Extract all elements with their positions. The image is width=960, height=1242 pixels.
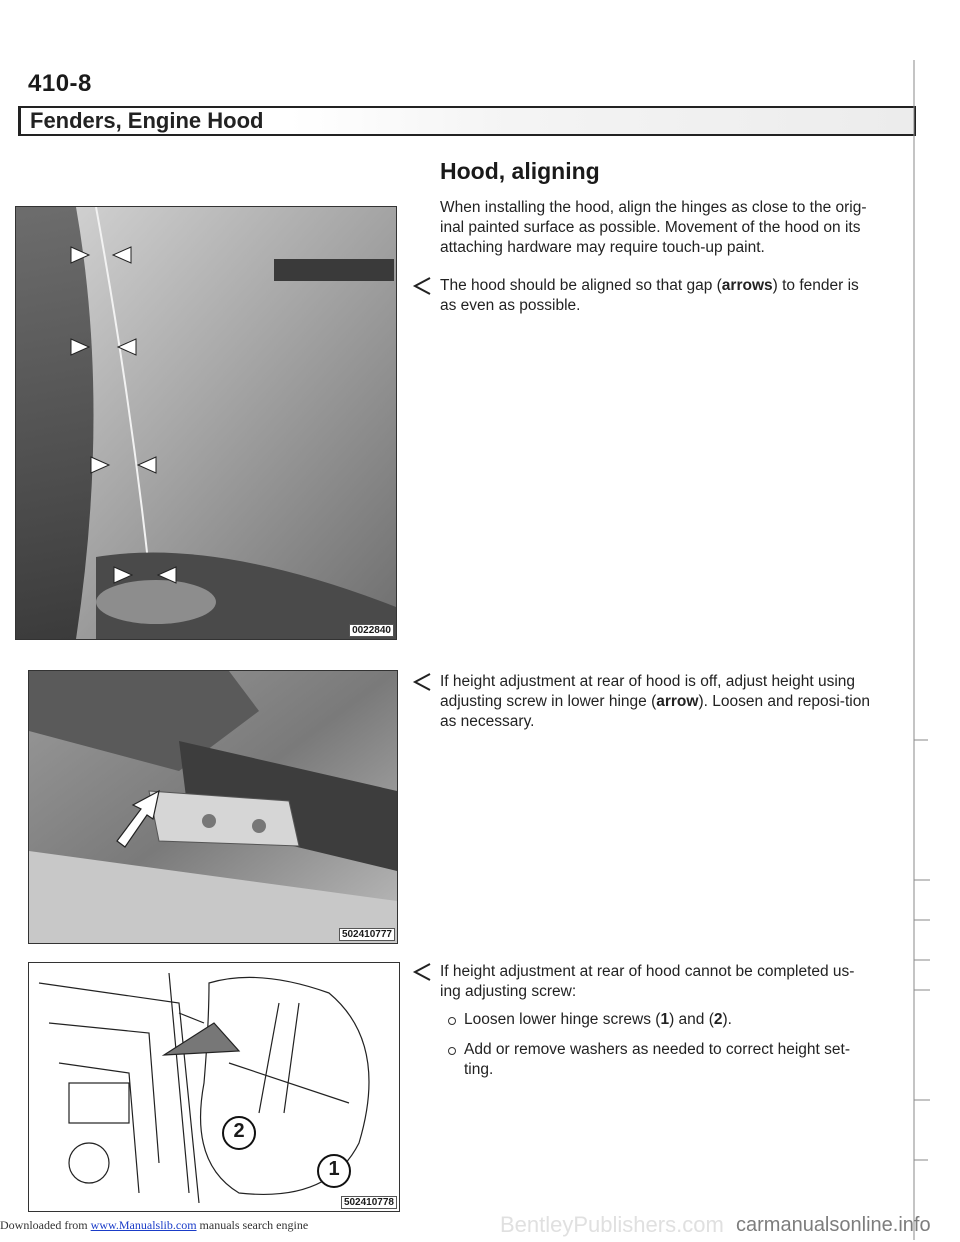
site-watermark: carmanualsonline.info bbox=[736, 1214, 931, 1236]
intro-paragraph: When installing the hood, align the hinges as close to the orig-inal painted surface as possible. Movement of the hood on its attaching hardware may require touch-up paint. bbox=[440, 199, 867, 256]
callout-1-label: 1 bbox=[328, 1158, 340, 1180]
step-height-adjust bbox=[440, 672, 872, 732]
step-washers bbox=[440, 962, 872, 1002]
step2-text-after: ). Loosen and reposi-tion as necessary. bbox=[440, 693, 870, 730]
hood-gap-photo-image bbox=[16, 207, 396, 639]
scan-margin-marks bbox=[906, 60, 960, 1240]
pointer-arrow-icon bbox=[412, 962, 432, 982]
step1-text-after: ) to fender is as even as possible. bbox=[440, 277, 859, 314]
step3-text: If height adjustment at rear of hood cannot be completed us-ing adjusting screw: bbox=[440, 963, 855, 1000]
bullet-add-washers: Add or remove washers as needed to correct height set-ting. bbox=[446, 1040, 876, 1080]
manualslib-link[interactable]: www.Manualslib.com bbox=[90, 1218, 197, 1232]
footer-download-note: Downloaded from www.Manualslib.com manuals search engine bbox=[0, 1218, 309, 1232]
step3-bullet-list bbox=[446, 1010, 876, 1090]
pointer-arrow-icon bbox=[412, 672, 432, 692]
figure-code: 0022840 bbox=[349, 624, 394, 637]
page-number: 410-8 bbox=[28, 70, 92, 97]
bullet-loosen-screws: Loosen lower hinge screws (1) and (2). bbox=[446, 1010, 876, 1030]
step-hood-gap bbox=[440, 276, 872, 316]
callout-2-label: 2 bbox=[233, 1120, 245, 1142]
figure-hinge-screw-photo bbox=[28, 670, 398, 944]
procedure-heading: Hood, aligning bbox=[440, 158, 600, 184]
pointer-arrow-icon bbox=[412, 276, 432, 296]
figure-hinge-illustration bbox=[28, 962, 400, 1212]
figure-code: 502410777 bbox=[339, 928, 395, 941]
step1-text-before: The hood should be aligned so that gap ( bbox=[440, 277, 722, 294]
step2-text-before: If height adjustment at rear of hood is off, adjust height using adjusting screw in lower hinge ( bbox=[440, 673, 856, 710]
hinge-screw-photo-image bbox=[29, 671, 397, 943]
figure-hood-gap-photo bbox=[15, 206, 397, 640]
step1-bold: arrows bbox=[721, 277, 773, 294]
step2-bold: arrow bbox=[656, 693, 699, 710]
figure-code: 502410778 bbox=[341, 1196, 397, 1209]
section-title: Fenders, Engine Hood bbox=[30, 108, 264, 133]
publisher-watermark: BentleyPublishers.com bbox=[500, 1212, 724, 1237]
